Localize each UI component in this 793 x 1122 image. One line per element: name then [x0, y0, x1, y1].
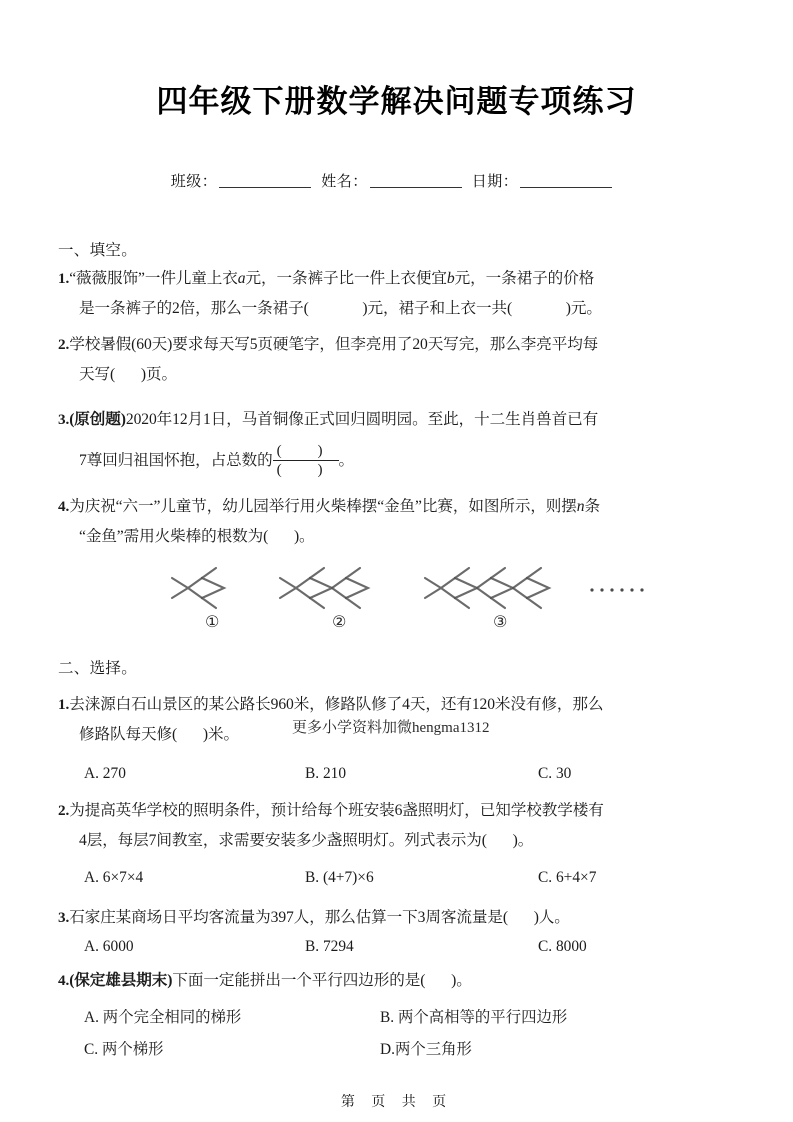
- option-a[interactable]: A. 两个完全相同的梯形: [84, 1009, 242, 1026]
- q1-1-text-b: 元，一条裤子比一件上衣便宜: [245, 270, 447, 287]
- q1-4-text-c: “金鱼”需用火柴棒的根数为(: [79, 528, 269, 545]
- page-title: 四年级下册数学解决问题专项练习: [156, 84, 637, 120]
- q1-4-text-b: 条: [584, 498, 600, 515]
- question-2-4-options-row1: [0, 1005, 793, 1025]
- question-1-1-number: 1.: [58, 270, 70, 287]
- q2-4-text-a: 下面一定能拼出一个平行四边形的是(: [172, 972, 426, 989]
- q2-3-answer-blank[interactable]: [508, 909, 534, 926]
- option-b[interactable]: B. 两个高相等的平行四边形: [380, 1009, 568, 1026]
- option-b[interactable]: B. 7294: [305, 938, 354, 955]
- q1-3-tag: (原创题): [69, 411, 126, 428]
- q1-2-text-b: 天写(: [79, 366, 116, 383]
- option-a[interactable]: A. 6000: [84, 938, 134, 955]
- question-2-3-options: [0, 938, 793, 958]
- question-1-1-line2: [79, 301, 602, 317]
- question-2-2-line1: [58, 803, 604, 819]
- q1-1-var-b: b: [446, 270, 455, 287]
- q1-4-text-a: 为庆祝“六一”儿童节，幼儿园举行用火柴棒摆“金鱼”比赛，如图所示，则摆: [69, 498, 577, 515]
- q2-3-text-a: 石家庄某商场日平均客流量为397人，那么估算一下3周客流量是(: [69, 909, 508, 926]
- question-2-2-line2: [79, 833, 533, 849]
- question-1-3-line2: [79, 444, 354, 479]
- q2-1-text-c: )米。: [202, 726, 239, 743]
- class-label: 班级：: [170, 172, 218, 190]
- q2-1-answer-blank[interactable]: [177, 726, 203, 743]
- question-2-4-number: 4.: [58, 972, 70, 989]
- ellipsis-dots-icon: [590, 588, 643, 591]
- q1-1-text-e: )元，裙子和上衣一共(: [362, 300, 513, 317]
- question-2-4-options-row2: [0, 1037, 793, 1057]
- q1-4-text-d: )。: [293, 528, 315, 545]
- q2-2-text-b: 4层，每层7间教室，求需要安装多少盏照明灯。列式表示为(: [79, 832, 487, 849]
- q2-3-text-b: )人。: [533, 909, 570, 926]
- figure-labels-row: [140, 612, 660, 634]
- question-1-4-line1: [58, 499, 600, 515]
- q2-2-text-a: 为提高英华学校的照明条件，预计给每个班安装6盏照明灯，已知学校教学楼有: [69, 802, 604, 819]
- question-2-2-options: [0, 869, 793, 889]
- question-2-1-number: 1.: [58, 696, 70, 713]
- q1-1-text-d: 是一条裤子的2倍，那么一条裙子(: [79, 300, 309, 317]
- section-heading-multiple-choice: 二、选择。: [58, 660, 138, 677]
- name-label: 姓名：: [321, 172, 368, 190]
- q1-1-answer-blank-1[interactable]: [309, 300, 363, 317]
- question-1-4-number: 4.: [58, 498, 70, 515]
- option-c[interactable]: C. 6+4×7: [538, 869, 597, 886]
- q1-2-text-c: )页。: [140, 366, 177, 383]
- option-a[interactable]: A. 270: [84, 765, 126, 782]
- question-1-3-line1: [58, 412, 598, 428]
- question-1-1-line1: [58, 271, 594, 287]
- option-c[interactable]: C. 30: [538, 765, 572, 782]
- q1-3-text-b: 7尊回归祖国怀抱，占总数的: [79, 452, 273, 470]
- name-input-blank[interactable]: [370, 172, 462, 188]
- question-1-4-line2: [79, 529, 315, 545]
- q2-4-tag: (保定雄县期末): [69, 972, 173, 989]
- q1-3-text-a: 2020年12月1日，马首铜像正式回归圆明园。至此，十二生肖兽首已有: [125, 411, 599, 428]
- q2-2-answer-blank[interactable]: [487, 832, 513, 849]
- q1-4-var-n: n: [576, 498, 585, 515]
- question-1-3-number: 3.: [58, 411, 70, 428]
- option-b[interactable]: B. 210: [305, 765, 347, 782]
- q1-1-var-a: a: [237, 270, 246, 287]
- class-input-blank[interactable]: [219, 172, 311, 188]
- figure-label-1: ①: [205, 612, 220, 631]
- q1-1-text-f: )元。: [565, 300, 602, 317]
- q1-3-fraction[interactable]: [273, 443, 339, 478]
- q2-2-text-c: )。: [512, 832, 534, 849]
- question-1-2-number: 2.: [58, 336, 70, 353]
- question-1-2-line2: [79, 367, 177, 383]
- option-c[interactable]: C. 8000: [538, 938, 587, 955]
- option-a[interactable]: A. 6×7×4: [84, 869, 144, 886]
- q1-3-fraction-denominator[interactable]: ( ): [276, 460, 339, 478]
- question-2-1-line1: [58, 697, 603, 713]
- question-1-2-line1: [58, 337, 598, 353]
- q2-1-text-a: 去涞源白石山景区的某公路长960米，修路队修了4天，还有120米没有修，那么: [69, 696, 604, 713]
- q1-2-answer-blank[interactable]: [115, 366, 141, 383]
- q2-4-answer-blank[interactable]: [425, 972, 451, 989]
- q1-3-fraction-numerator[interactable]: ( ): [276, 442, 339, 459]
- q2-4-text-b: )。: [451, 972, 472, 989]
- q1-1-answer-blank-2[interactable]: [512, 300, 566, 317]
- q1-1-text-a: “薇薇服饰”一件儿童上衣: [69, 270, 238, 287]
- q1-2-text-a: 学校暑假(60天)要求每天写5页硬笔字，但李亮用了20天写完，那么李亮平均每: [69, 336, 599, 353]
- option-d[interactable]: D.两个三角形: [380, 1041, 472, 1058]
- question-2-3-line1: [58, 910, 570, 926]
- question-2-1-line2: [79, 727, 239, 743]
- date-input-blank[interactable]: [520, 172, 612, 188]
- watermark-text: 更多小学资料加微hengma1312: [292, 720, 490, 736]
- question-2-4-line1: [58, 973, 472, 989]
- page-footer: 第 页 共 页: [340, 1094, 453, 1110]
- question-2-3-number: 3.: [58, 909, 70, 926]
- q1-4-answer-blank[interactable]: [268, 528, 294, 545]
- question-2-1-options: [0, 765, 793, 785]
- q2-1-text-b: 修路队每天修(: [79, 726, 178, 743]
- student-info-line: [0, 170, 793, 191]
- question-2-2-number: 2.: [58, 802, 70, 819]
- section-heading-fill-blank: 一、填空。: [58, 242, 138, 259]
- q1-1-text-c: 元，一条裙子的价格: [454, 270, 595, 287]
- figure-label-3: ③: [493, 612, 508, 631]
- option-c[interactable]: C. 两个梯形: [84, 1041, 164, 1058]
- date-label: 日期：: [471, 172, 519, 190]
- figure-label-2: ②: [332, 612, 347, 631]
- q1-3-text-c: 。: [338, 452, 355, 470]
- option-b[interactable]: B. (4+7)×6: [305, 869, 374, 886]
